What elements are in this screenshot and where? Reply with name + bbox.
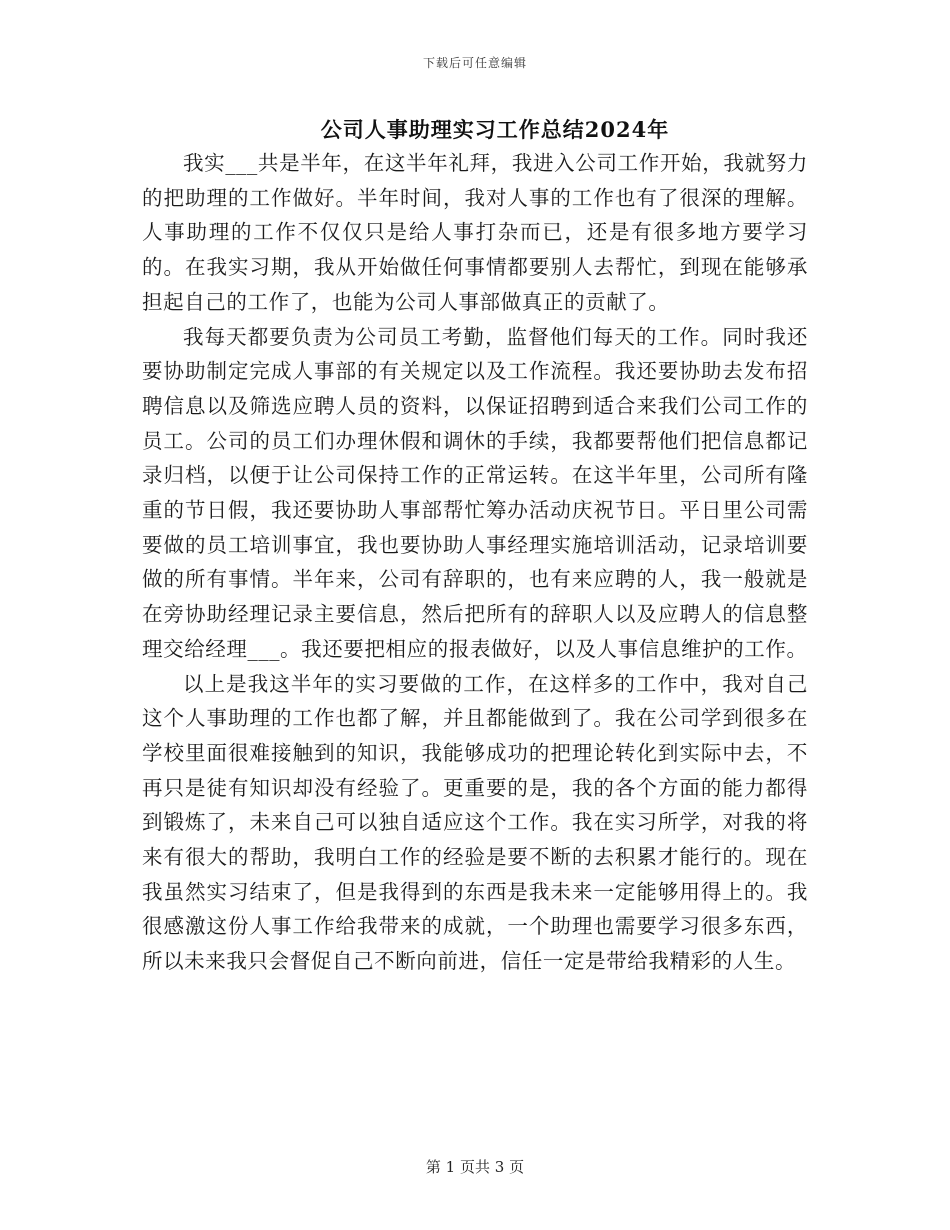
paragraph-2: 我每天都要负责为公司员工考勤，监督他们每天的工作。同时我还要协助制定完成人事部的有关规定以及工作流程。我还要协助去发布招聘信息以及筛选应聘人员的资料，以保证招聘到适合来我们公司工作的员工。公司的员工们办理休假和调休的手续，我都要帮他们把信息都记录归档，以便于让公司保持工作的正常运转。在这半年里，公司所有隆重的节日假，我还要协助人事部帮忙筹办活动庆祝节日。平日里公司需要做的员工培训事宜，我也要协助人事经理实施培训活动，记录培训要做的所有事情。半年来，公司有辞职的，也有来应聘的人，我一般就是在旁协助经理记录主要信息，然后把所有的辞职人以及应聘人的信息整理交给经理___。我还要把相应的报表做好，以及人事信息维护的工作。 [142, 324, 808, 661]
document-title: 公司人事助理实习工作总结2024年 [320, 117, 670, 142]
page-indicator: 第 1 页共 3 页 [425, 1158, 525, 1176]
paragraph-1: 我实___共是半年，在这半年礼拜，我进入公司工作开始，我就努力的把助理的工作做好。半年时间，我对人事的工作也有了很深的理解。人事助理的工作不仅仅只是给人事打杂而已，还是有很多地方要学习的。在我实习期，我从开始做任何事情都要别人去帮忙，到现在能够承担起自己的工作了，也能为公司人事部做真正的贡献了。 [142, 151, 808, 314]
header-note: 下载后可任意编辑 [422, 56, 527, 70]
paragraph-3: 以上是我这半年的实习要做的工作，在这样多的工作中，我对自己这个人事助理的工作也都了解，并且都能做到了。我在公司学到很多在学校里面很难接触到的知识，我能够成功的把理论转化到实际中去，不再只是徒有知识却没有经验了。更重要的是，我的各个方面的能力都得到锻炼了，未来自己可以独自适应这个工作。我在实习所学，对我的将来有很大的帮助，我明白工作的经验是要不断的去积累才能行的。现在我虽然实习结束了，但是我得到的东西是我未来一定能够用得上的。我很感激这份人事工作给我带来的成就，一个助理也需要学习很多东西，所以未来我只会督促自己不断向前进，信任一定是带给我精彩的人生。 [142, 671, 808, 974]
document-body [142, 146, 808, 979]
